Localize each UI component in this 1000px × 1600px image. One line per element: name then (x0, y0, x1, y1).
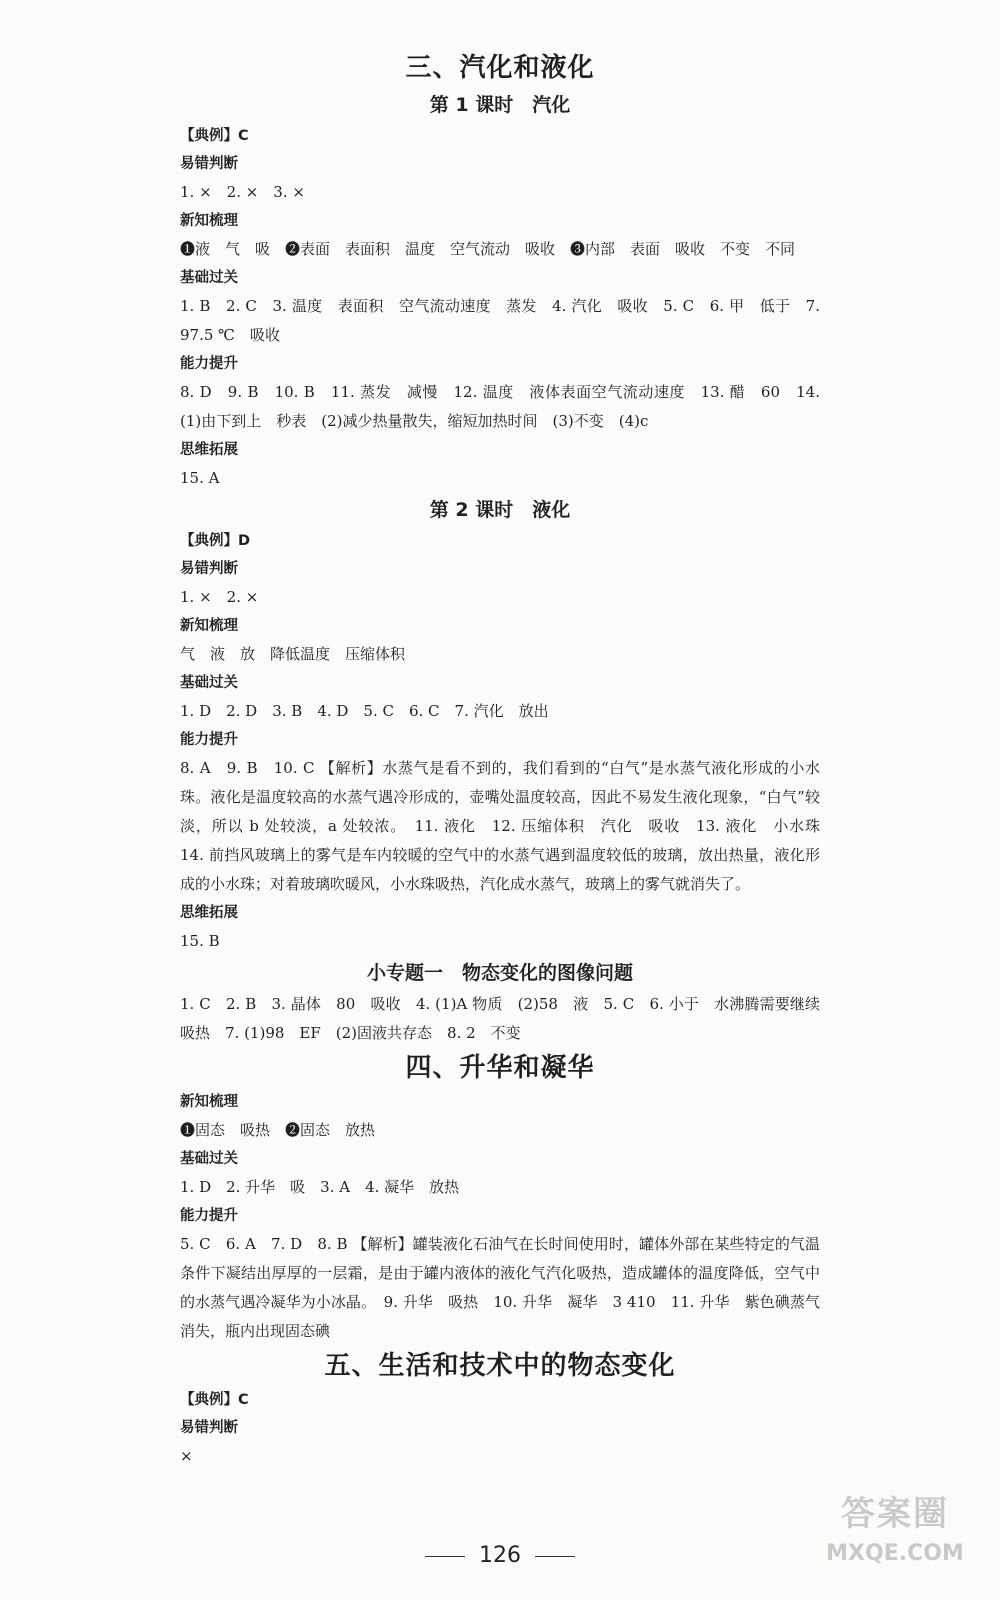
topic-answers: 1. C 2. B 3. 晶体 80 吸收 4. (1)A 物质 (2)58 液 5. C 6. 小于 水沸腾需要继续吸热 7. (1)98 EF (2)固液共存态 8. 2 不变 (180, 995, 820, 1042)
s4-basic-answers: 1. D 2. 升华 吸 3. A 4. 凝华 放热 (180, 1178, 460, 1196)
lesson1-example: 【典例】C (180, 128, 249, 144)
section-title-vaporization: 三、汽化和液化 (405, 53, 595, 83)
lesson1-think-answers: 15. A (180, 469, 220, 487)
lesson2-title: 第 2 课时 液化 (429, 499, 571, 521)
lesson2-ability-answers: 8. A 9. B 10. C 【解析】水蒸气是看不到的，我们看到的“白气”是水蒸气液化形成的小水珠。液化是温度较高的水蒸气遇冷形成的，壶嘴处温度较高，因此不易发生液化现象，“白气”较淡，所以 b 处较淡，a 处较浓。 11. 液化 12. 压缩体积 汽化 吸收 13. 液化 小水珠 14. 前挡风玻璃上的雾气是车内较暖的空气中的水蒸气遇到温度较低的玻璃，放出热量，液化形成的小水珠；对着玻璃吹暖风，小水珠吸热，汽化成水蒸气，玻璃上的雾气就消失了。 (180, 759, 836, 893)
section-title-sublimation: 四、升华和凝华 (405, 1053, 595, 1083)
lesson1-basic-answers: 1. B 2. C 3. 温度 表面积 空气流动速度 蒸发 4. 汽化 吸收 5. C 6. 甲 低于 7. 97.5 ℃ 吸收 (180, 297, 820, 344)
lesson2-error-label: 易错判断 (180, 561, 238, 577)
lesson2-think-answers: 15. B (180, 932, 220, 950)
lesson1-title: 第 1 课时 汽化 (429, 94, 571, 116)
s5-error-answers: × (180, 1447, 193, 1465)
lesson1-new-answers: ❶液 气 吸 ❷表面 表面积 温度 空气流动 吸收 ❸内部 表面 吸收 不变 不同 (180, 240, 796, 258)
lesson2-example: 【典例】D (180, 533, 251, 549)
watermark (800, 1490, 990, 1590)
lesson1-error-answers: 1. × 2. × 3. × (180, 183, 305, 201)
lesson1-basic-label: 基础过关 (180, 270, 238, 286)
lesson2-basic-answers: 1. D 2. D 3. B 4. D 5. C 6. C 7. 汽化 放出 (180, 702, 549, 720)
watermark-en: MXQE.COM (826, 1541, 964, 1566)
s4-new-label: 新知梳理 (180, 1094, 238, 1110)
s5-error-label: 易错判断 (180, 1420, 238, 1436)
lesson1-new-label: 新知梳理 (180, 213, 238, 229)
footer-dash-left (425, 1556, 465, 1557)
lesson2-new-label: 新知梳理 (180, 618, 238, 634)
page-number: 126 (479, 1543, 521, 1568)
page-content (180, 48, 836, 1471)
s5-example: 【典例】C (180, 1392, 249, 1408)
s4-ability-label: 能力提升 (180, 1208, 238, 1224)
lesson2-basic-label: 基础过关 (180, 675, 238, 691)
section-title-daily-life: 五、生活和技术中的物态变化 (324, 1351, 676, 1381)
lesson2-ability-label: 能力提升 (180, 732, 238, 748)
lesson1-ability-answers: 8. D 9. B 10. B 11. 蒸发 减慢 12. 温度 液体表面空气流动速度 13. 醋 60 14. (1)由下到上 秒表 (2)减少热量散失，缩短加热时间 (3)不变 (4)c (180, 383, 820, 430)
lesson1-think-label: 思维拓展 (180, 442, 238, 458)
lesson1-ability-label: 能力提升 (180, 356, 238, 372)
s4-new-answers: ❶固态 吸热 ❷固态 放热 (180, 1121, 376, 1139)
watermark-cn: 答案圈 (841, 1494, 949, 1534)
lesson2-new-answers: 气 液 放 降低温度 压缩体积 (180, 645, 406, 663)
s4-ability-answers: 5. C 6. A 7. D 8. B 【解析】罐装液化石油气在长时间使用时，罐体外部在某些特定的气温条件下凝结出厚厚的一层霜，是由于罐内液体的液化气汽化吸热，造成罐体的温度降低，空气中的水蒸气遇冷凝华为小冰晶。 9. 升华 吸热 10. 升华 凝华 3 410 11. 升华 紫色碘蒸气消失，瓶内出现固态碘 (180, 1235, 820, 1340)
s4-basic-label: 基础过关 (180, 1151, 238, 1167)
footer-dash-right (535, 1556, 575, 1557)
lesson1-error-label: 易错判断 (180, 156, 238, 172)
lesson2-error-answers: 1. × 2. × (180, 588, 259, 606)
topic-title: 小专题一 物态变化的图像问题 (366, 962, 633, 984)
lesson2-think-label: 思维拓展 (180, 905, 238, 921)
